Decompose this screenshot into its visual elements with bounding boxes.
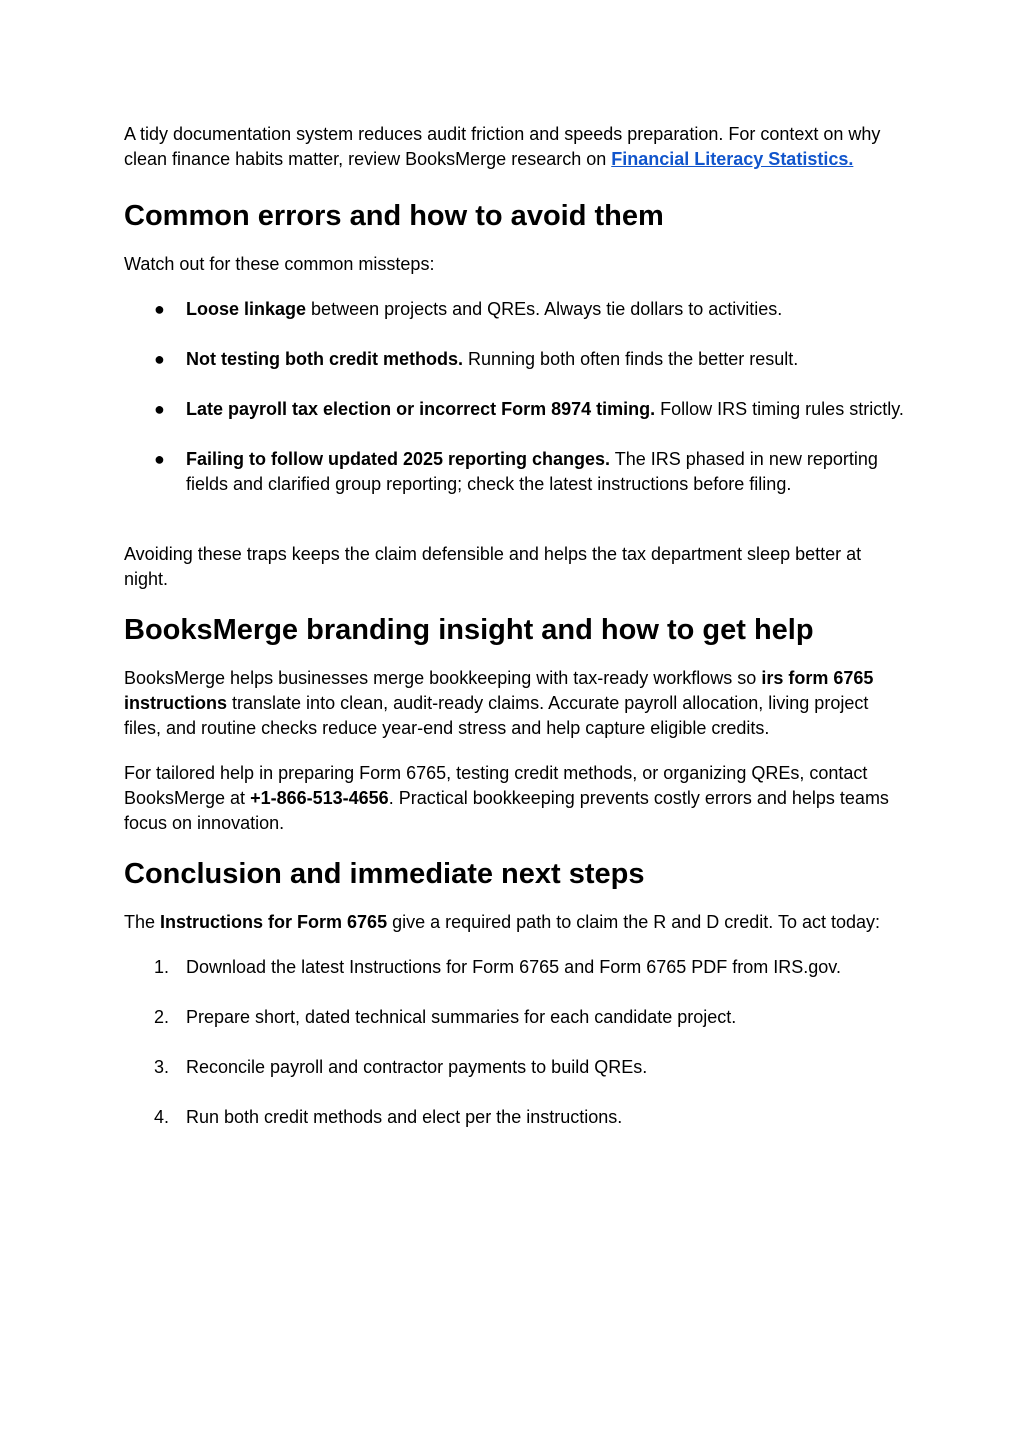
text: give a required path to claim the R and D credit. To act today:	[387, 912, 881, 932]
item-bold: Late payroll tax election or incorrect Form 8974 timing.	[186, 399, 656, 419]
steps-list	[124, 955, 904, 1130]
list-item	[124, 297, 904, 322]
item-bold: Not testing both credit methods.	[186, 349, 463, 369]
list-item	[124, 397, 904, 422]
intro-paragraph	[124, 122, 904, 172]
bullet: ●	[154, 399, 165, 419]
item-text: Running both often finds the better result.	[463, 349, 799, 369]
bold-text: Instructions for Form 6765	[160, 912, 388, 932]
errors-intro: Watch out for these common missteps:	[124, 254, 435, 274]
item-bold: Loose linkage	[186, 299, 307, 319]
number: 2.	[154, 1007, 170, 1027]
list-item	[124, 1005, 904, 1030]
item-text: Reconcile payroll and contractor payments to build QREs.	[186, 1057, 648, 1077]
heading-common-errors: Common errors and how to avoid them	[124, 200, 664, 232]
number: 3.	[154, 1057, 170, 1077]
phone-number: +1-866-513-4656	[250, 788, 389, 808]
list-item	[124, 347, 904, 372]
help-paragraph-2	[124, 761, 904, 836]
intro-text: A tidy documentation system reduces audit friction and speeds preparation. For context on why clean finance habits matter, review BooksMerge research on	[124, 124, 881, 169]
item-text: Follow IRS timing rules strictly.	[655, 399, 904, 419]
financial-literacy-link[interactable]: Financial Literacy Statistics.	[611, 149, 854, 169]
errors-list	[124, 297, 904, 497]
item-bold: Failing to follow updated 2025 reporting changes.	[186, 449, 611, 469]
heading-booksmerge-help: BooksMerge branding insight and how to get help	[124, 614, 814, 646]
item-text: The IRS phased in new reporting fields and clarified group reporting; check the latest instructions before filing.	[186, 449, 878, 494]
text: . Practical bookkeeping prevents costly errors and helps teams focus on innovation.	[124, 788, 889, 833]
heading-conclusion: Conclusion and immediate next steps	[124, 858, 645, 890]
bullet: ●	[154, 349, 165, 369]
text: The	[124, 912, 161, 932]
item-text: Download the latest Instructions for Form 6765 and Form 6765 PDF from IRS.gov.	[186, 957, 841, 977]
conclusion-paragraph	[124, 910, 904, 935]
bullet: ●	[154, 449, 165, 469]
text: BooksMerge helps businesses merge bookkeeping with tax-ready workflows so	[124, 668, 762, 688]
item-text: Prepare short, dated technical summaries for each candidate project.	[186, 1007, 737, 1027]
list-item	[124, 1105, 904, 1130]
list-item	[124, 955, 904, 980]
item-text: Run both credit methods and elect per the instructions.	[186, 1107, 623, 1127]
errors-outro: Avoiding these traps keeps the claim defensible and helps the tax department sleep better at night.	[124, 544, 862, 589]
list-item	[124, 1055, 904, 1080]
text: translate into clean, audit-ready claims. Accurate payroll allocation, living project files, and routine checks reduce year-end stress and help capture eligible credits.	[124, 693, 869, 738]
bold-text: irs form 6765 instructions	[124, 668, 874, 713]
list-item	[124, 447, 904, 497]
bullet: ●	[154, 299, 165, 319]
document-page	[124, 122, 904, 1130]
item-text: between projects and QREs. Always tie dollars to activities.	[306, 299, 783, 319]
help-paragraph-1	[124, 666, 904, 741]
number: 4.	[154, 1107, 170, 1127]
text: For tailored help in preparing Form 6765, testing credit methods, or organizing QREs, contact BooksMerge at	[124, 763, 868, 808]
number: 1.	[154, 957, 170, 977]
